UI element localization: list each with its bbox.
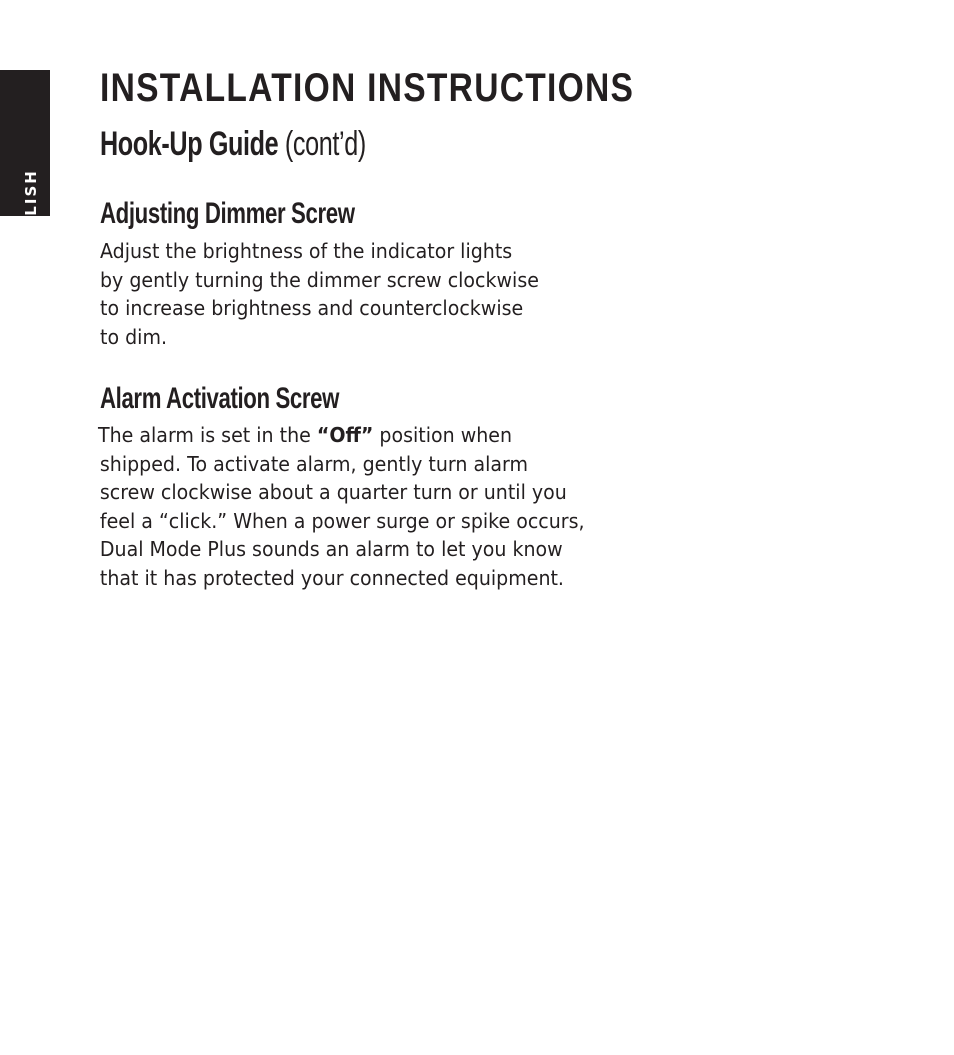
language-tab [0,70,50,257]
page-title: INSTALLATION INSTRUCTIONS [100,66,635,110]
language-tab-label: ENGLISH [22,169,40,257]
section-body-alarm-screw [98,421,585,592]
body-line: shipped. To activate alarm, gently turn alarm [99,451,529,476]
body-line: Dual Mode Plus sounds an alarm to let you know [99,537,563,561]
off-position-emphasis: “Off” [316,423,374,447]
body-line: to increase brightness and counterclockwise [100,296,524,320]
subtitle-continued: (cont’d) [284,125,366,163]
body-line [98,421,585,450]
body-text-fragment: position when [373,423,513,447]
page-subtitle [100,122,366,166]
body-text-fragment: The alarm is set in the [98,423,317,447]
body-line: Adjust the brightness of the indicator lights [100,239,513,263]
body-line: feel a “click.” When a power surge or spike occurs, [99,508,585,533]
body-line: by gently turning the dimmer screw clockwise [100,267,539,292]
body-line: that it has protected your connected equipment. [99,565,564,590]
section-heading-dimmer-screw: Adjusting Dimmer Screw [100,197,355,230]
section-body-dimmer-screw [100,237,539,351]
body-line: screw clockwise about a quarter turn or until you [99,480,567,504]
body-line: to dim. [100,324,168,349]
section-heading-alarm-screw: Alarm Activation Screw [100,382,340,415]
subtitle-main: Hook-Up Guide [100,125,279,163]
